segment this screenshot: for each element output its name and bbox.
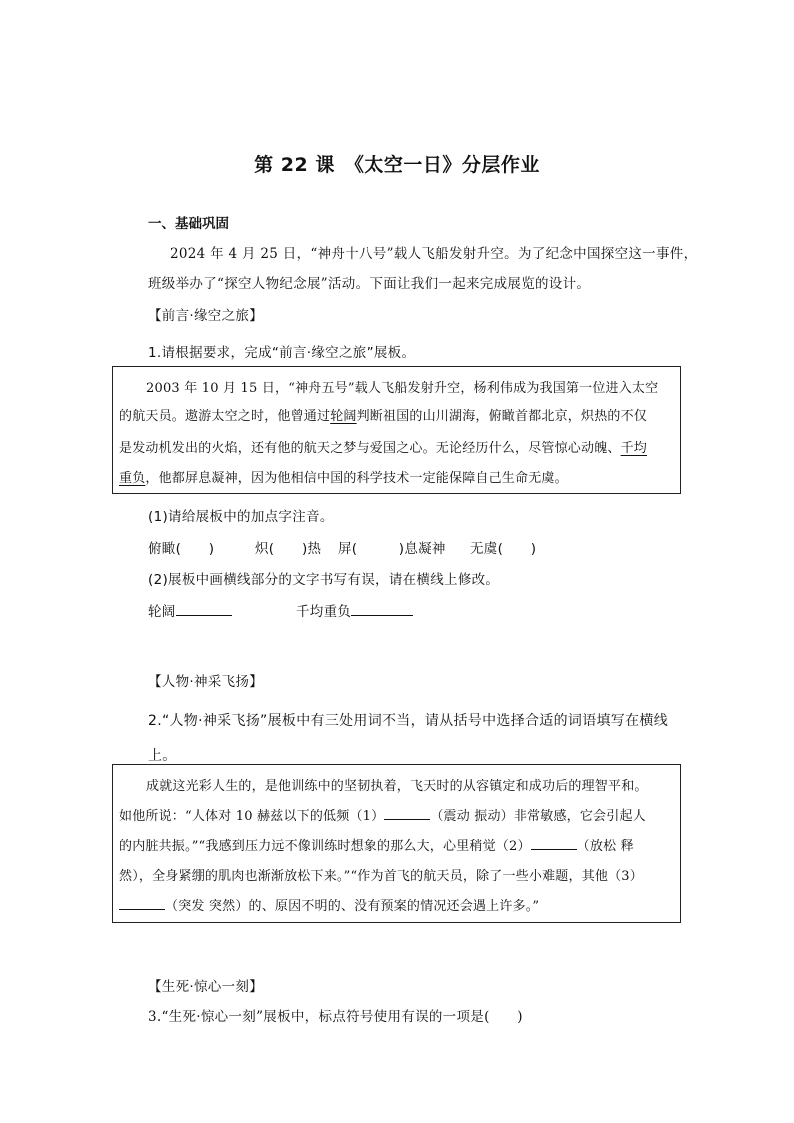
pinyin-item-4: 无虞( ) xyxy=(470,541,537,557)
board3-heading: 【生死·惊心一刻】 xyxy=(148,979,263,995)
board2-line-4: 然），全身紧绷的肌肉也渐渐放松下来。”“作为首飞的航天员，除了一些小难题，其他（3） xyxy=(119,869,643,884)
answer-blank[interactable] xyxy=(351,603,413,616)
answer-blank[interactable] xyxy=(176,603,232,616)
board1-line-4: 重负，他都屏息凝神，因为他相信中国的科学技术一定能保障自己生命无虞。 xyxy=(119,471,568,486)
page-title: 第 22 课 《太空一日》分层作业 xyxy=(254,154,540,176)
question-2-line-1: 2.“人物·神采飞扬”展板中有三处用词不当，请从括号中选择合适的词语填写在横线 xyxy=(148,713,669,729)
pinyin-item-1: 俯瞰( ) xyxy=(148,541,215,557)
board2-line-5: （突发 突然）的、原因不明的、没有预案的情况还会遇上许多。” xyxy=(119,895,539,914)
underlined-text: 轮阔 xyxy=(330,409,357,424)
board1-line-1: 2003 年 10 月 15 日，“神舟五号”载人飞船发射升空，杨利伟成为我国第一位进入太空 xyxy=(146,381,659,396)
sub-question-2: (2)展板中画横线部分的文字书写有误，请在横线上修改。 xyxy=(148,572,500,588)
pinyin-item-3: 屏( )息凝神 xyxy=(338,541,446,557)
underlined-text: 千均 xyxy=(620,441,648,456)
board2-line-3: 的内脏共振。”“我感到压力远不像训练时想象的那么大，心里稍觉（2） （放松 释 xyxy=(119,839,634,854)
board1-textbox xyxy=(112,366,681,494)
answer-blank[interactable] xyxy=(531,837,577,850)
intro-line-2: 班级举办了“探空人物纪念展”活动。下面让我们一起来完成展览的设计。 xyxy=(148,276,591,292)
intro-line-1: 2024 年 4 月 25 日，“神舟十八号”载人飞船发射升空。为了纪念中国探空这一事件， xyxy=(170,246,698,262)
board2-textbox xyxy=(112,764,681,923)
answer-blank[interactable] xyxy=(384,807,430,820)
pinyin-item-2: 炽( )热 xyxy=(255,541,322,557)
board2-line-1: 成就这光彩人生的，是他训练中的坚韧执着，飞天时的从容镇定和成功后的理智平和。 xyxy=(146,779,648,794)
board2-heading: 【人物·神采飞扬】 xyxy=(148,674,263,690)
underlined-text: 重负 xyxy=(119,471,146,486)
board1-line-3: 是发动机发出的火焰，还有他的航天之梦与爱国之心。无论经历什么，尽管惊心动魄、千均 xyxy=(119,441,648,456)
question-1: 1.请根据要求，完成“前言·缘空之旅”展板。 xyxy=(148,345,416,361)
sub-question-1: (1)请给展板中的加点字注音。 xyxy=(148,509,334,525)
question-3: 3.“生死·惊心一刻”展板中，标点符号使用有误的一项是( ) xyxy=(148,1009,523,1025)
fix-item-2: 千均重负 xyxy=(296,600,413,620)
question-2-line-2: 上。 xyxy=(148,748,177,764)
fix-item-1: 轮阔 xyxy=(148,600,232,620)
section-heading: 一、基础巩固 xyxy=(148,216,229,232)
answer-blank[interactable] xyxy=(119,897,165,910)
board1-heading: 【前言·缘空之旅】 xyxy=(148,308,263,324)
board1-line-2: 的航天员。遨游太空之时，他曾通过轮阔判断祖国的山川湖海，俯瞰首都北京，炽热的不仅 xyxy=(119,409,648,424)
board2-line-2: 如他所说：“人体对 10 赫兹以下的低频（1） （震动 振动）非常敏感，它会引起人 xyxy=(119,809,646,824)
